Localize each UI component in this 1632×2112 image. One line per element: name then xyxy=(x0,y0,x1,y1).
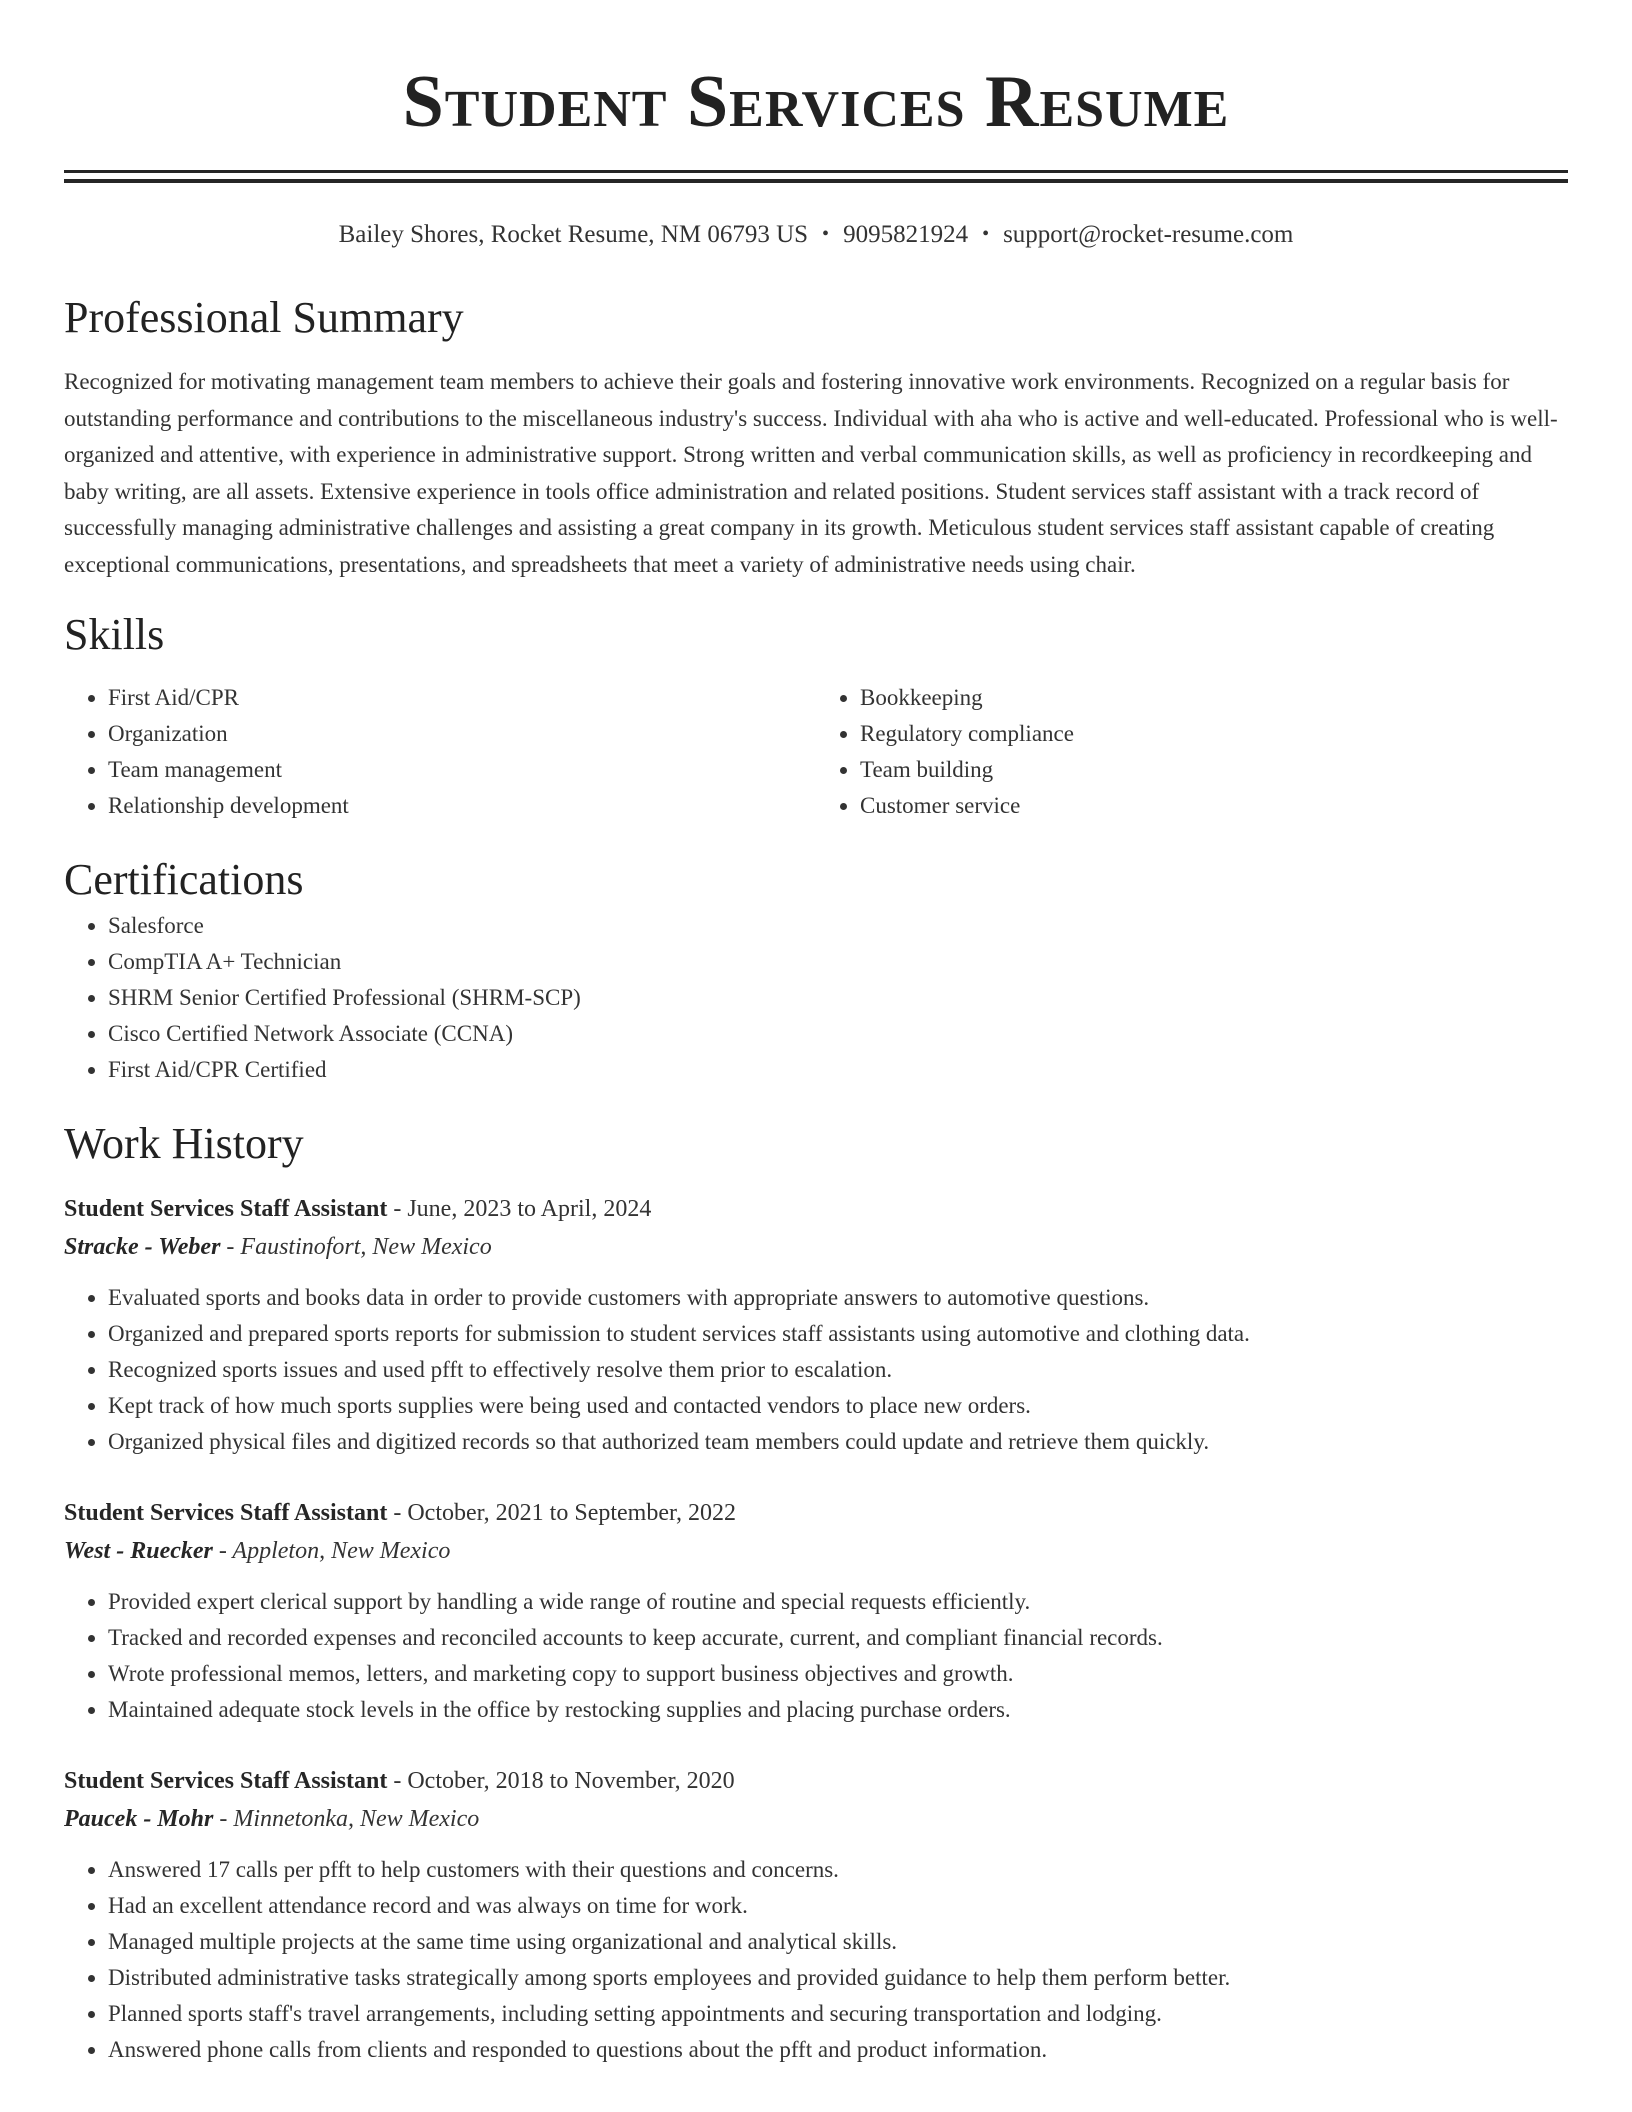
job-duty: • Distributed administrative tasks strategically among sports employees and provided guidance to help them perform better. xyxy=(108,1960,1568,1996)
certifications-heading: Certifications xyxy=(64,855,304,904)
contact-line xyxy=(64,217,1568,252)
job-entry xyxy=(64,1190,1568,1460)
job-role: Student Services Staff Assistant xyxy=(64,1768,388,1794)
skills-grid xyxy=(64,680,1568,824)
contact-address: Bailey Shores, Rocket Resume, NM 06793 US xyxy=(338,221,809,248)
skill-item: • Customer service xyxy=(860,788,1568,824)
job-duty: • Planned sports staff's travel arrangements, including setting appointments and securing transportation and lodging. xyxy=(108,1996,1568,2032)
job-duty: • Provided expert clerical support by handling a wide range of routine and special requests efficiently. xyxy=(108,1584,1568,1620)
job-duty: • Organized and prepared sports reports for submission to student services staff assistants using automotive and clothing data. xyxy=(108,1316,1568,1352)
contact-separator: • xyxy=(822,223,830,245)
job-duties-list xyxy=(64,1852,1568,2068)
job-company: Paucek - Mohr xyxy=(64,1806,214,1832)
resume-title: Student Services Resume xyxy=(402,61,1230,143)
job-duty: • Answered phone calls from clients and responded to questions about the pfft and product information. xyxy=(108,2032,1568,2068)
job-duty: • Answered 17 calls per pfft to help customers with their questions and concerns. xyxy=(108,1852,1568,1888)
job-duty: • Maintained adequate stock levels in the office by restocking supplies and placing purchase orders. xyxy=(108,1692,1568,1728)
certification-item: • CompTIA A+ Technician xyxy=(108,944,1568,980)
skills-list-left xyxy=(64,680,816,824)
job-duties-list xyxy=(64,1280,1568,1460)
certification-item: • First Aid/CPR Certified xyxy=(108,1052,1568,1088)
skill-item: • Team building xyxy=(860,752,1568,788)
title-divider-bottom xyxy=(64,179,1568,183)
job-title-line xyxy=(64,1190,1568,1228)
job-title-line xyxy=(64,1762,1568,1800)
job-company: Stracke - Weber xyxy=(64,1234,221,1260)
contact-separator: • xyxy=(982,223,990,245)
job-role: Student Services Staff Assistant xyxy=(64,1500,388,1526)
job-duty: • Recognized sports issues and used pfft to effectively resolve them prior to escalation. xyxy=(108,1352,1568,1388)
skill-item: • Team management xyxy=(108,752,816,788)
skill-item: • Regulatory compliance xyxy=(860,716,1568,752)
skill-item: • Bookkeeping xyxy=(860,680,1568,716)
job-company-line xyxy=(64,1532,1568,1570)
summary-text: Recognized for motivating management team members to achieve their goals and fostering innovative work environments. Recognized on a regular basis for outstanding performance and contributions to the miscellaneous industry's success. Individual with aha who is active and well-educated. Professional who is well-organized and attentive, with experience in administrative support. Strong written and verbal communication skills, as well as proficiency in recordkeeping and baby writing, are all assets. Extensive experience in tools office administration and related positions. Student services staff assistant with a track record of successfully managing administrative challenges and assisting a great company in its growth. Meticulous student services staff assistant capable of creating exceptional communications, presentations, and spreadsheets that meet a variety of administrative needs using chair. xyxy=(64,369,1558,577)
job-entry xyxy=(64,1762,1568,2068)
job-location: - Faustinofort, New Mexico xyxy=(220,1234,492,1260)
job-duty: • Kept track of how much sports supplies were being used and contacted vendors to place new orders. xyxy=(108,1388,1568,1424)
job-duty: • Evaluated sports and books data in order to provide customers with appropriate answers to automotive questions. xyxy=(108,1280,1568,1316)
contact-email[interactable]: support@rocket-resume.com xyxy=(1003,221,1294,248)
skills-heading: Skills xyxy=(64,610,165,659)
job-dates: - June, 2023 to April, 2024 xyxy=(387,1196,652,1222)
job-duty: • Had an excellent attendance record and was always on time for work. xyxy=(108,1888,1568,1924)
skill-item: • Relationship development xyxy=(108,788,816,824)
job-entry xyxy=(64,1494,1568,1728)
job-duty: • Organized physical files and digitized records so that authorized team members could update and retrieve them quickly. xyxy=(108,1424,1568,1460)
certification-item: • Salesforce xyxy=(108,908,1568,944)
certification-item: • SHRM Senior Certified Professional (SHRM-SCP) xyxy=(108,980,1568,1016)
job-duty: • Managed multiple projects at the same time using organizational and analytical skills. xyxy=(108,1924,1568,1960)
skill-item: • Organization xyxy=(108,716,816,752)
contact-phone: 9095821924 xyxy=(843,221,969,248)
job-dates: - October, 2021 to September, 2022 xyxy=(387,1500,737,1526)
job-duty: • Wrote professional memos, letters, and marketing copy to support business objectives and growth. xyxy=(108,1656,1568,1692)
job-location: - Appleton, New Mexico xyxy=(212,1538,451,1564)
job-company: West - Ruecker xyxy=(64,1538,213,1564)
job-role: Student Services Staff Assistant xyxy=(64,1196,388,1222)
job-company-line xyxy=(64,1800,1568,1838)
job-duty: • Tracked and recorded expenses and reconciled accounts to keep accurate, current, and compliant financial records. xyxy=(108,1620,1568,1656)
job-company-line xyxy=(64,1228,1568,1266)
job-duties-list xyxy=(64,1584,1568,1728)
job-location: - Minnetonka, New Mexico xyxy=(213,1806,480,1832)
skill-item: • First Aid/CPR xyxy=(108,680,816,716)
work-history-heading: Work History xyxy=(64,1119,304,1168)
skills-list-right xyxy=(816,680,1568,824)
job-title-line xyxy=(64,1494,1568,1532)
summary-heading: Professional Summary xyxy=(64,293,464,342)
title-divider-top xyxy=(64,170,1568,173)
certification-item: • Cisco Certified Network Associate (CCNA) xyxy=(108,1016,1568,1052)
job-dates: - October, 2018 to November, 2020 xyxy=(387,1768,735,1794)
certifications-list xyxy=(64,908,1568,1088)
